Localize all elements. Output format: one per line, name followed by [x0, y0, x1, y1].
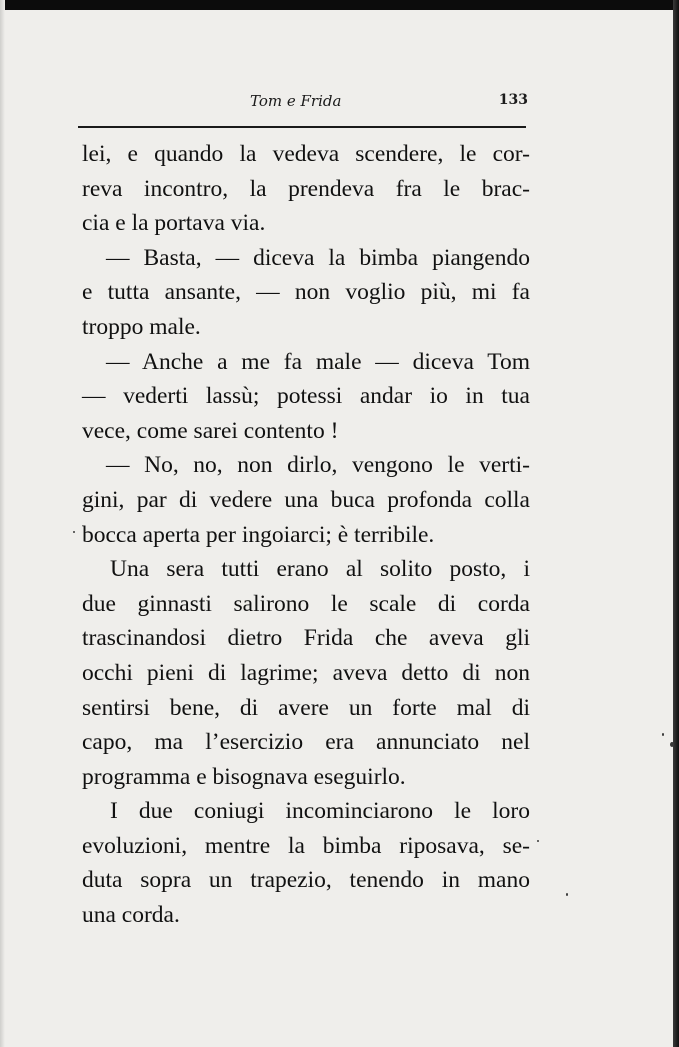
- header-rule: [78, 126, 526, 128]
- scan-edge-left: [0, 0, 5, 1047]
- ink-speck: [73, 531, 75, 533]
- ink-speck: [662, 733, 664, 736]
- text-line: cia e la portava via.: [82, 210, 266, 237]
- text-line: — Basta, — diceva la bimba piangendo: [106, 244, 530, 271]
- ink-speck: [670, 742, 674, 747]
- text-line: vece, come sarei contento !: [82, 417, 339, 444]
- text-line: bocca aperta per ingoiarci; è terribile.: [82, 521, 435, 548]
- running-title: Tom e Frida: [250, 92, 342, 110]
- text-line: — No, no, non dirlo, vengono le verti-: [106, 452, 530, 479]
- text-line: I due coniugi incominciarono le loro: [110, 798, 530, 825]
- ink-speck: [537, 840, 539, 842]
- text-line: due ginnasti salirono le scale di corda: [82, 590, 530, 617]
- text-line: capo, ma l’esercizio era annunciato nel: [82, 729, 530, 756]
- text-line: gini, par di vedere una buca profonda colla: [82, 486, 530, 513]
- text-line: — Anche a me fa male — diceva Tom: [106, 348, 530, 375]
- body-text: [82, 137, 530, 933]
- text-line: trascinandosi dietro Frida che aveva gli: [82, 625, 530, 652]
- text-line: sentirsi bene, di avere un forte mal di: [82, 694, 530, 721]
- text-line: programma e bisognava eseguirlo.: [82, 763, 406, 790]
- text-line: lei, e quando la vedeva scendere, le cor-: [82, 141, 530, 167]
- text-line: e tutta ansante, — non voglio più, mi fa: [82, 279, 530, 306]
- page-number: 133: [498, 92, 528, 108]
- text-line: Una sera tutti erano al solito posto, i: [110, 556, 530, 583]
- text-line: reva incontro, la prendeva fra le brac-: [82, 175, 530, 202]
- ink-speck: [566, 893, 568, 896]
- running-head: [80, 92, 530, 116]
- text-line: troppo male.: [82, 313, 201, 340]
- scan-edge-right: [673, 0, 679, 1047]
- text-line: duta sopra un trapezio, tenendo in mano: [82, 867, 530, 894]
- text-line: una corda.: [82, 902, 180, 929]
- text-line: — vederti lassù; potessi andar io in tua: [82, 383, 530, 410]
- text-line: evoluzioni, mentre la bimba riposava, se-: [82, 832, 530, 859]
- scan-edge-top: [0, 0, 679, 10]
- text-line: occhi pieni di lagrime; aveva detto di non: [82, 659, 530, 686]
